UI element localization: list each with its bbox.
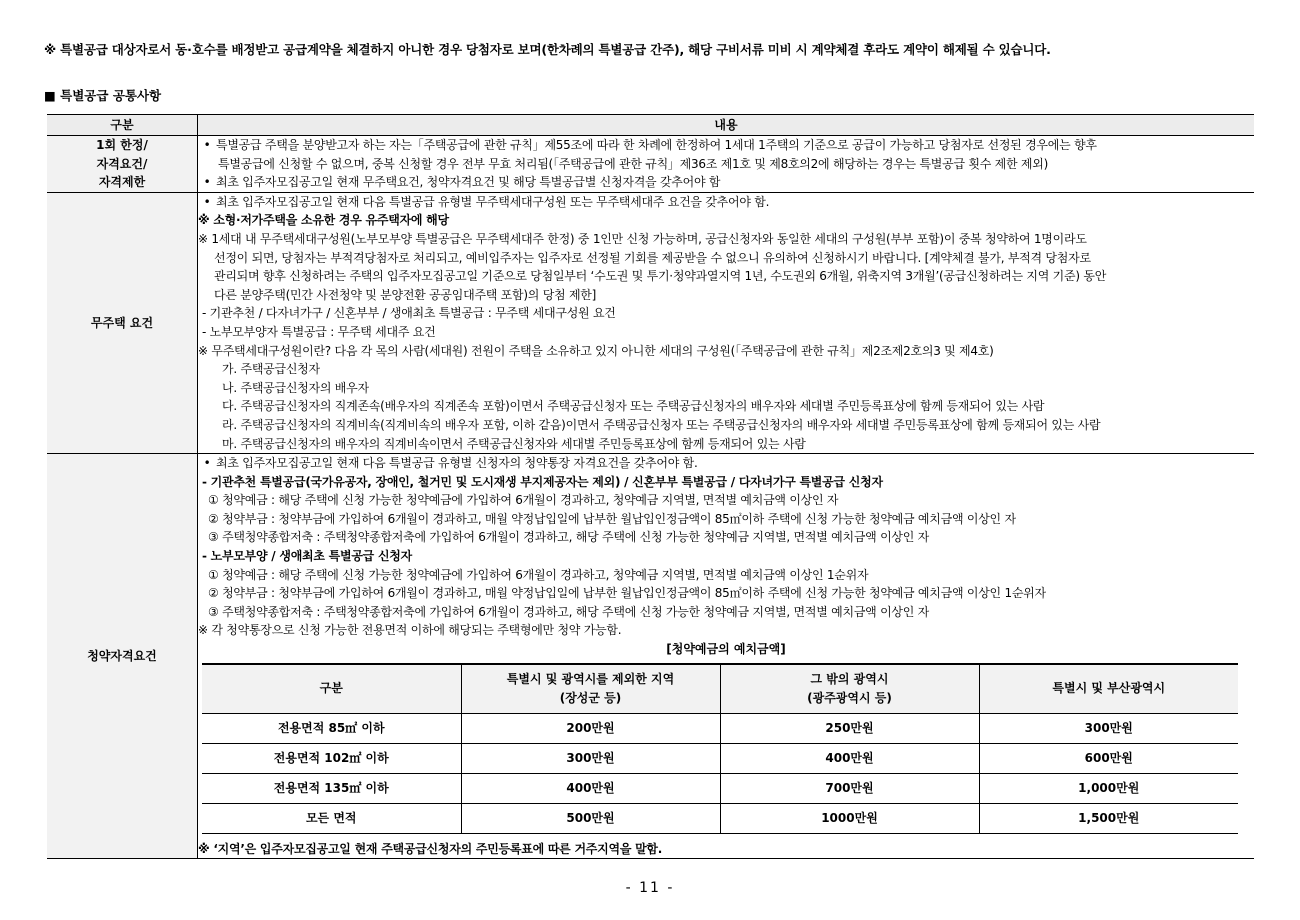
bullet-line: • 최초 입주자모집공고일 현재 다음 특별공급 유형별 신청자의 청약통장 자격요건을 갖추어야 함. <box>198 454 1254 473</box>
table-row <box>47 192 1254 453</box>
table-row <box>47 136 1254 193</box>
list-item: ② 청약부금 : 청약부금에 가입하여 6개월이 경과하고, 매월 약정납입일에 납부한 월납입인정금액이 85㎡이하 주택에 신청 가능한 청약예금 예치금액 이상인 1순위자 <box>208 586 1046 601</box>
deposit-cell: 400만원 <box>461 773 720 803</box>
deposit-cell: 500만원 <box>461 803 720 833</box>
header-category: 구분 <box>47 115 198 136</box>
dash-line: - 노부모부양 / 생애최초 특별공급 신청자 <box>202 549 412 564</box>
deposit-cell: 전용면적 85㎡ 이하 <box>202 713 461 743</box>
deposit-cell: 1,500만원 <box>979 803 1238 833</box>
common-requirements-table <box>47 114 1254 859</box>
deposit-row <box>202 713 1238 743</box>
bullet-line: • 최초 입주자모집공고일 현재 다음 특별공급 유형별 무주택세대구성원 또는 무주택세대주 요건을 갖추어야 함. <box>198 193 1254 212</box>
list-item: ① 청약예금 : 해당 주택에 신청 가능한 청약예금에 가입하여 6개월이 경과하고, 청약예금 지역별, 면적별 예치금액 이상인 1순위자 <box>208 567 869 582</box>
note-line: ※ 각 청약통장으로 신청 가능한 전용면적 이하에 해당되는 주택형에만 청약 가능함. <box>198 623 622 638</box>
deposit-cell: 700만원 <box>720 773 979 803</box>
deposit-cell: 전용면적 135㎡ 이하 <box>202 773 461 803</box>
footnote: ※ ‘지역’은 입주자모집공고일 현재 주택공급신청자의 주민등록표에 따른 거주지역을 말함. <box>198 841 663 856</box>
deposit-amount-table <box>202 663 1238 834</box>
row-label-line: 1회 한정/ <box>96 138 148 152</box>
row-label-line: 자격요건/ <box>96 156 148 171</box>
header-content: 내용 <box>198 115 1255 136</box>
text-line: 선정이 되면, 당첨자는 부적격당첨자로 처리되고, 예비입주자는 입주자로 선정될 기회를 제공받을 수 없으니 유의하여 신청하시기 바랍니다. [계약체결 불가, 부적격 당첨자로 <box>214 250 1091 265</box>
note-line: ※ 소형·저가주택을 소유한 경우 유주택자에 해당 <box>198 213 449 228</box>
deposit-table-title: [청약예금의 예치금액] <box>666 642 786 657</box>
text-line: 특별공급에 신청할 수 없으며, 중복 신청할 경우 전부 무효 처리됨(「주택공급에 관한 규칙」제36조 제1호 및 제8호의2에 해당하는 경우는 특별공급 횟수 제한 제외) <box>218 156 1049 171</box>
note-line: ※ 무주택세대구성원이란? 다음 각 목의 사람(세대원) 전원이 주택을 소유하고 있지 아니한 세대의 구성원(「주택공급에 관한 규칙」제2조제2호의3 및 제4호) <box>198 343 994 358</box>
deposit-row <box>202 773 1238 803</box>
deposit-cell: 600만원 <box>979 743 1238 773</box>
row-label <box>47 136 198 193</box>
bullet-line: • 특별공급 주택을 분양받고자 하는 자는「주택공급에 관한 규칙」제55조에 따라 한 차례에 한정하여 1세대 1주택의 기준으로 공급이 가능하고 당첨자로 선정된 경우에는 향후 <box>198 136 1254 155</box>
list-item: ① 청약예금 : 해당 주택에 신청 가능한 청약예금에 가입하여 6개월이 경과하고, 청약예금 지역별, 면적별 예치금액 이상인 자 <box>208 493 839 508</box>
deposit-cell: 모든 면적 <box>202 803 461 833</box>
dash-line: - 기관추천 / 다자녀가구 / 신혼부부 / 생애최초 특별공급 : 무주택 세대구성원 요건 <box>202 306 616 321</box>
dash-line: - 노부모부양자 특별공급 : 무주택 세대주 요건 <box>202 324 436 339</box>
bullet-line: • 최초 입주자모집공고일 현재 무주택요건, 청약자격요건 및 해당 특별공급별 신청자격을 갖추어야 함 <box>198 173 1254 192</box>
list-item: 나. 주택공급신청자의 배우자 <box>222 380 369 395</box>
section-title: ■ 특별공급 공통사항 <box>44 88 162 103</box>
deposit-cell: 1000만원 <box>720 803 979 833</box>
dash-line: - 기관추천 특별공급(국가유공자, 장애인, 철거민 및 도시재생 부지제공자는 제외) / 신혼부부 특별공급 / 다자녀가구 특별공급 신청자 <box>202 474 883 489</box>
deposit-header-cell: 구분 <box>202 664 461 714</box>
row-label: 무주택 요건 <box>47 192 198 453</box>
row-label: 청약자격요건 <box>47 454 198 859</box>
deposit-row <box>202 743 1238 773</box>
list-item: ② 청약부금 : 청약부금에 가입하여 6개월이 경과하고, 매월 약정납입일에 납부한 월납입인정금액이 85㎡이하 주택에 신청 가능한 청약예금 예치금액 이상인 자 <box>208 511 1016 526</box>
page-number: - 11 - <box>625 880 675 896</box>
note-line: ※ 1세대 내 무주택세대구성원(노부모부양 특별공급은 무주택세대주 한정) 중 1인만 신청 가능하며, 공급신청자와 동일한 세대의 구성원(부부 포함)이 중복 청약하여 1명이라도 <box>198 231 1087 246</box>
table-header-row <box>47 115 1254 136</box>
deposit-cell: 1,000만원 <box>979 773 1238 803</box>
notice-text: ※ 특별공급 대상자로서 동·호수를 배정받고 공급계약을 체결하지 아니한 경우 당첨자로 보며(한차례의 특별공급 간주), 해당 구비서류 미비 시 계약체결 후라도 계약이 해제될 수 있습니다. <box>44 42 1051 57</box>
deposit-cell: 250만원 <box>720 713 979 743</box>
list-item: 가. 주택공급신청자 <box>222 362 320 377</box>
row-label-line: 자격제한 <box>98 175 146 190</box>
deposit-cell: 300만원 <box>979 713 1238 743</box>
list-item: 다. 주택공급신청자의 직계존속(배우자의 직계존속 포함)이면서 주택공급신청자 또는 주택공급신청자의 배우자와 세대별 주민등록표상에 함께 등재되어 있는 사람 <box>222 399 1045 414</box>
text-line: 다른 분양주택(민간 사전청약 및 분양전환 공공임대주택 포함)의 당첨 제한] <box>214 287 597 302</box>
text-line: 관리되며 향후 신청하려는 주택의 입주자모집공고일 기준으로 당첨일부터 ‘수도권 및 투기·청약과열지역 1년, 수도권외 6개월, 위축지역 3개월’(공급신청하려는 지역 기준) 동안 <box>214 269 1107 284</box>
row-content <box>198 136 1255 193</box>
row-content <box>198 192 1255 453</box>
deposit-header-row <box>202 664 1238 714</box>
list-item: ③ 주택청약종합저축 : 주택청약종합저축에 가입하여 6개월이 경과하고, 해당 주택에 신청 가능한 청약예금 지역별, 면적별 예치금액 이상인 자 <box>208 604 930 619</box>
deposit-row <box>202 803 1238 833</box>
deposit-header-cell: 특별시 및 부산광역시 <box>979 664 1238 714</box>
list-item: ③ 주택청약종합저축 : 주택청약종합저축에 가입하여 6개월이 경과하고, 해당 주택에 신청 가능한 청약예금 지역별, 면적별 예치금액 이상인 자 <box>208 530 930 545</box>
deposit-cell: 300만원 <box>461 743 720 773</box>
list-item: 라. 주택공급신청자의 직계비속(직계비속의 배우자 포함, 이하 같음)이면서 주택공급신청자 또는 주택공급신청자의 배우자와 세대별 주민등록표상에 함께 등재되어 있는 사람 <box>222 417 1101 432</box>
deposit-cell: 200만원 <box>461 713 720 743</box>
deposit-cell: 전용면적 102㎡ 이하 <box>202 743 461 773</box>
deposit-cell: 400만원 <box>720 743 979 773</box>
row-content <box>198 454 1255 859</box>
deposit-header-cell: 특별시 및 광역시를 제외한 지역 (장성군 등) <box>461 664 720 714</box>
deposit-header-cell: 그 밖의 광역시 (광주광역시 등) <box>720 664 979 714</box>
table-row <box>47 454 1254 859</box>
list-item: 마. 주택공급신청자의 배우자의 직계비속이면서 주택공급신청자와 세대별 주민등록표상에 함께 등재되어 있는 사람 <box>222 436 806 451</box>
